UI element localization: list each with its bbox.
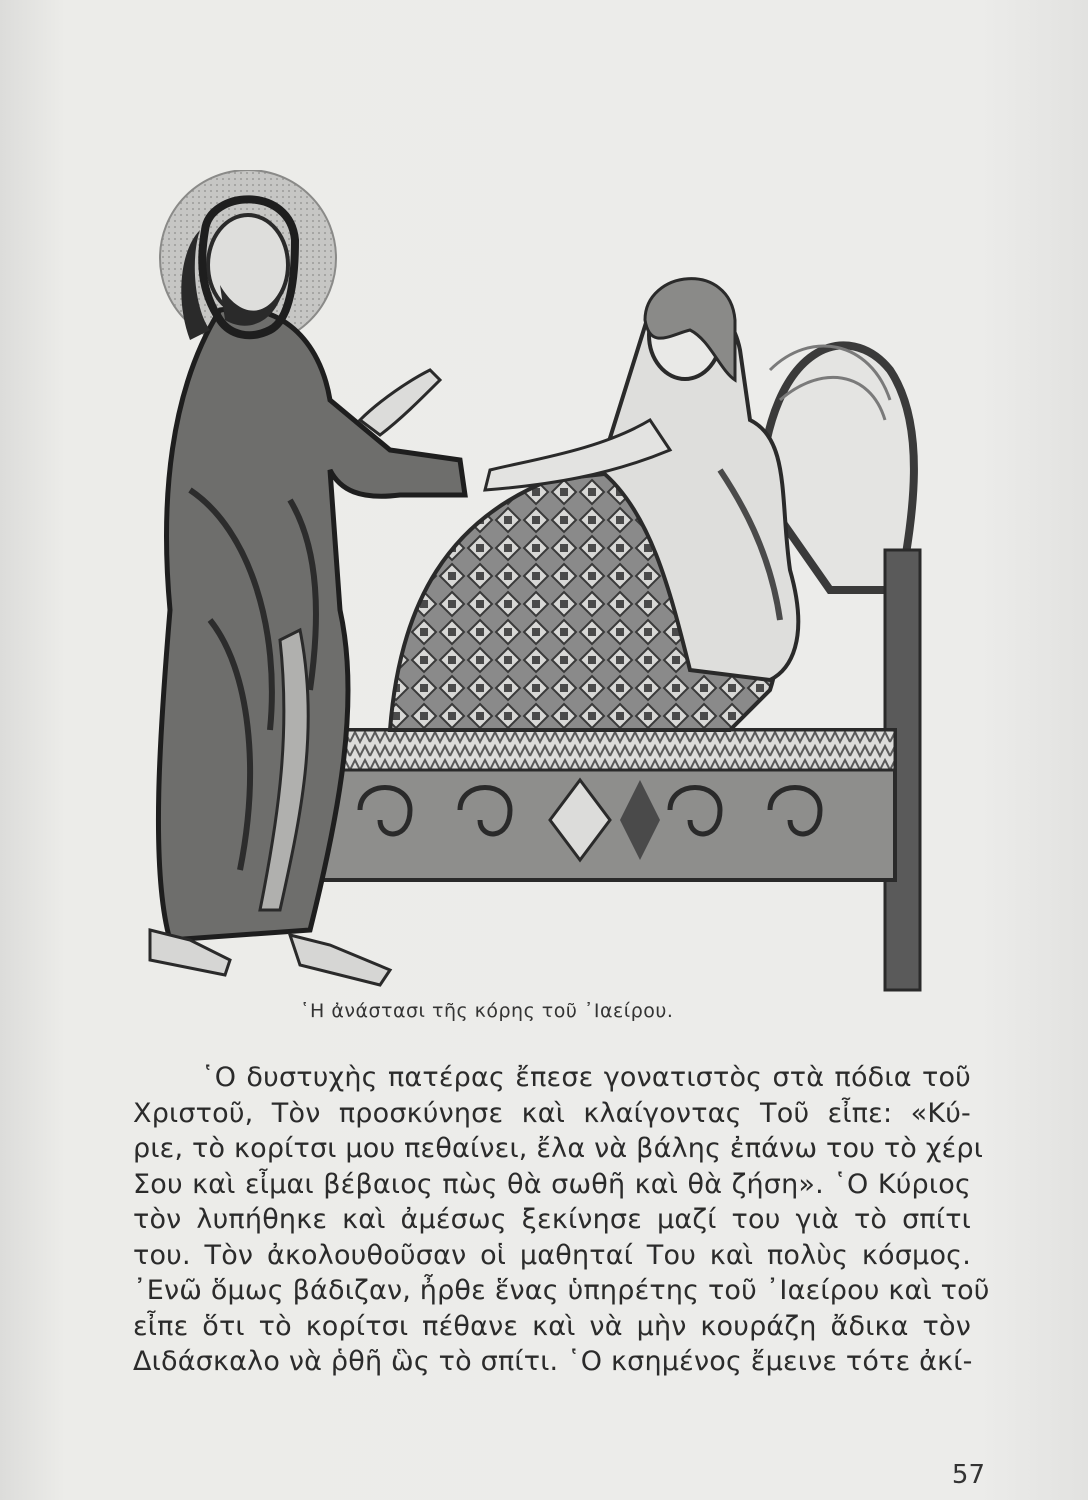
illustration-caption: ῾Η ἀνάστασι τῆς κόρης τοῦ ᾿Ιαείρου. <box>300 1000 674 1022</box>
body-line: ᾿Ενῶ ὅμως βάδιζαν, ἦρθε ἕνας ὑπηρέτης τοῦ ᾿Ιαείρου καὶ τοῦ <box>133 1275 990 1306</box>
body-line: τὸν λυπήθηκε καὶ ἀμέσως ξεκίνησε μαζί του γιὰ τὸ σπίτι <box>133 1204 971 1235</box>
page-number: 57 <box>951 1460 985 1490</box>
body-line: του. Τὸν ἀκολουθοῦσαν οἱ μαθηταί Του καὶ πολὺς κόσμος. <box>133 1239 971 1271</box>
body-line: Χριστοῦ, Τὸν προσκύνησε καὶ κλαίγοντας Τοῦ εἶπε: «Κύ- <box>133 1097 971 1129</box>
body-paragraph <box>133 1060 990 1380</box>
body-line: ῾Ο δυστυχὴς πατέρας ἔπεσε γονατιστὸς στὰ πόδια τοῦ <box>201 1062 971 1093</box>
body-line: Διδάσκαλο νὰ ῥθῆ ὣς τὸ σπίτι. ῾Ο κσημένος ἔμεινε τότε ἀκί- <box>133 1346 973 1377</box>
body-line: ριε, τὸ κορίτσι μου πεθαίνει, ἔλα νὰ βάλης ἐπάνω του τὸ χέρι <box>133 1133 984 1164</box>
bleed-through-text <box>560 90 1000 1010</box>
body-line: Σου καὶ εἶμαι βέβαιος πὼς θὰ σωθῆ καὶ θὰ ζήση». ῾Ο Κύριος <box>133 1168 971 1200</box>
body-line: εἶπε ὅτι τὸ κορίτσι πέθανε καὶ νὰ μὴν κουράζη ἄδικα τὸν <box>133 1310 971 1342</box>
